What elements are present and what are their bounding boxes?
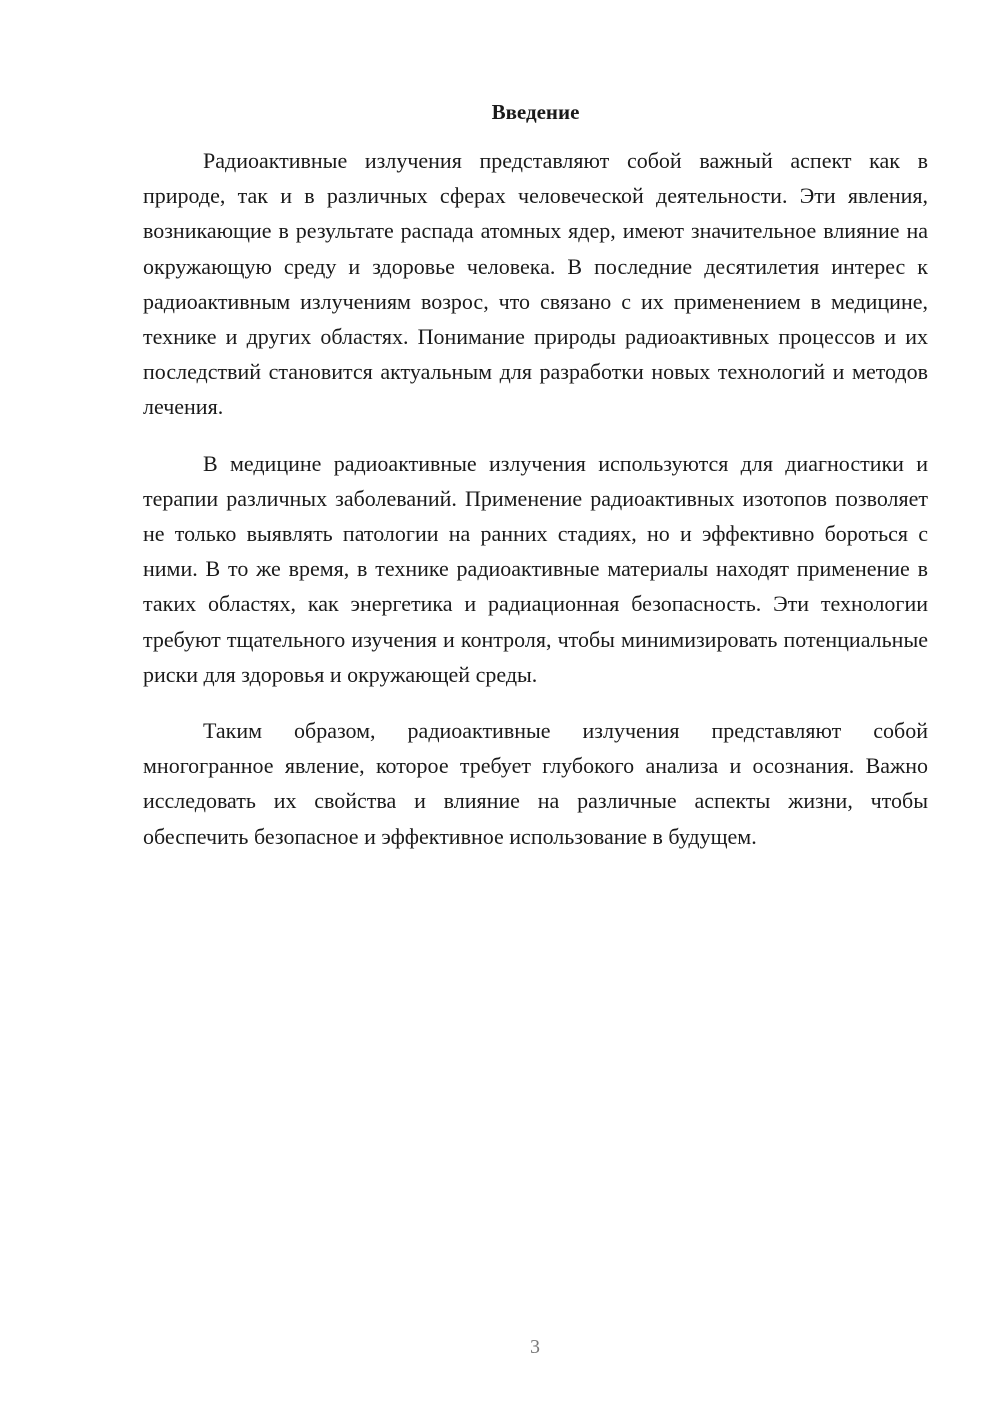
body-text [143, 143, 928, 875]
paragraph-2: В медицине радиоактивные излучения используются для диагностики и терапии различных заболеваний. Применение радиоактивных изотопов позволяет не только выявлять патологии на ранних стадиях, но и эффективно бороться с ними. В то же время, в технике радиоактивные материалы находят применение в таких областях, как энергетика и радиационная безопасность. Эти технологии требуют тщательного изучения и контроля, чтобы минимизировать потенциальные риски для здоровья и окружающей среды. [143, 450, 928, 687]
section-heading: Введение [491, 100, 580, 124]
page-number: 3 [530, 1336, 540, 1358]
paragraph-1: Радиоактивные излучения представляют собой важный аспект как в природе, так и в различных сферах человеческой деятельности. Эти явления, возникающие в результате распада атомных ядер, имеют значительное влияние на окружающую среду и здоровье человека. В последние десятилетия интерес к радиоактивным излучениям возрос, что связано с их применением в медицине, технике и других областях. Понимание природы радиоактивных процессов и их последствий становится актуальным для разработки новых технологий и методов лечения. [143, 148, 928, 420]
paragraph-3: Таким образом, радиоактивные излучения представляют собой многогранное явление, которое требует глубокого анализа и осознания. Важно исследовать их свойства и влияние на различные аспекты жизни, чтобы обеспечить безопасное и эффективное использование в будущем. [143, 718, 928, 849]
